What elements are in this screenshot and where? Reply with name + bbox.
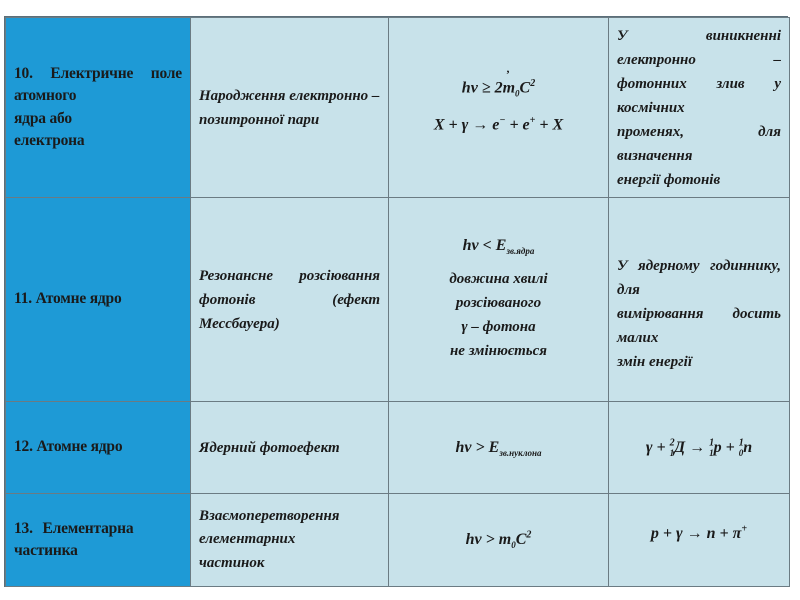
effect-line: Ядерний фотоефект bbox=[199, 439, 340, 456]
formula-rhs: C bbox=[519, 78, 531, 96]
formula-cell-11 bbox=[389, 198, 609, 402]
effect-line: Народження електронно – bbox=[199, 87, 380, 104]
application-cell-11 bbox=[609, 198, 790, 402]
reaction-sup: + bbox=[529, 114, 536, 126]
effect-line: частинок bbox=[199, 554, 265, 571]
nuclear-reaction bbox=[646, 439, 752, 456]
effect-cell-10 bbox=[191, 18, 389, 198]
reaction-part: γ + bbox=[645, 438, 670, 456]
formula-text: γ – фотона bbox=[461, 319, 536, 336]
object-line: електрона bbox=[14, 131, 85, 149]
object-line: 12. Атомне ядро bbox=[14, 438, 123, 456]
reaction-part: X + γ → e bbox=[433, 116, 500, 134]
formula-sup: 2 bbox=[530, 77, 536, 89]
formula-lhs: hν ≥ 2m bbox=[461, 78, 516, 96]
application-line: вимірювання досить малих bbox=[617, 306, 781, 346]
formula-sub: зв.ядра bbox=[506, 245, 535, 256]
effect-line: елементарних bbox=[199, 531, 296, 548]
reaction-sup: − bbox=[499, 114, 506, 126]
effect-line: Резонансне розсіювання bbox=[199, 267, 380, 284]
reaction-part: + e bbox=[505, 116, 530, 134]
reaction-part: + X bbox=[535, 116, 564, 134]
reaction-sup: + bbox=[741, 523, 748, 535]
effect-line: Взаємоперетворення bbox=[199, 508, 340, 525]
application-line: променях, для визначення bbox=[617, 123, 781, 164]
table-row-12 bbox=[6, 402, 790, 494]
threshold-formula bbox=[463, 236, 535, 258]
formula-cell-10 bbox=[389, 18, 609, 198]
object-cell-11 bbox=[6, 198, 191, 402]
application-cell-10 bbox=[609, 18, 790, 198]
formula-text: довжина хвилі bbox=[449, 271, 548, 288]
table-row-11 bbox=[6, 198, 790, 402]
reaction-sup: 1 bbox=[709, 437, 715, 449]
application-line: змін енергії bbox=[617, 354, 693, 370]
formula-text: розсіюваного bbox=[455, 295, 542, 312]
reaction-part: n bbox=[743, 438, 753, 456]
particle-reaction bbox=[651, 525, 747, 542]
object-line: 11. Атомне ядро bbox=[14, 290, 122, 308]
formula-sub: 0 bbox=[515, 88, 520, 99]
object-cell-10 bbox=[6, 18, 191, 198]
interaction-table bbox=[5, 17, 790, 587]
formula-lhs: hν < E bbox=[462, 236, 507, 254]
application-line: У виникненні електронно – bbox=[617, 27, 781, 68]
table-row-13 bbox=[6, 494, 790, 587]
formula-rhs: C bbox=[515, 531, 527, 548]
formula-sub: 0 bbox=[511, 540, 516, 551]
effect-cell-12 bbox=[191, 402, 389, 494]
physics-table bbox=[4, 16, 788, 587]
object-line: атомного bbox=[14, 87, 77, 105]
reaction-formula bbox=[434, 114, 563, 136]
reaction-sub: 0 bbox=[738, 447, 744, 458]
reaction-sup: 2 bbox=[669, 437, 675, 449]
object-line: 13. Елементарна частинка bbox=[14, 519, 134, 559]
object-cell-13 bbox=[6, 494, 191, 587]
formula-sub: зв.нуклона bbox=[499, 447, 542, 458]
threshold-formula bbox=[462, 77, 535, 100]
reaction-sub: 1 bbox=[669, 447, 675, 458]
application-line: У ядерному годиннику, для bbox=[617, 258, 781, 298]
application-line: фотонних злив у космічних bbox=[617, 75, 781, 116]
reaction-part: Д → bbox=[674, 438, 710, 456]
effect-cell-11 bbox=[191, 198, 389, 402]
formula-tick: , bbox=[507, 61, 510, 76]
object-line: 10. Електричне поле bbox=[14, 64, 182, 82]
object-line: ядра або bbox=[14, 109, 72, 127]
reaction-sub: 1 bbox=[709, 447, 714, 458]
threshold-formula bbox=[465, 529, 532, 551]
formula-lhs: hν > m bbox=[465, 531, 512, 548]
formula-cell-12 bbox=[389, 402, 609, 494]
application-line: енергії фотонів bbox=[617, 171, 721, 188]
effect-line: фотонів (ефект bbox=[199, 291, 380, 308]
threshold-formula bbox=[456, 439, 542, 456]
reaction-part: p + bbox=[713, 438, 739, 456]
effect-cell-13 bbox=[191, 494, 389, 587]
reaction-sup: 1 bbox=[738, 437, 744, 449]
reaction-cell-12 bbox=[609, 402, 790, 494]
formula-lhs: hν > E bbox=[455, 438, 500, 456]
table-row-10 bbox=[6, 18, 790, 198]
formula-cell-13 bbox=[389, 494, 609, 587]
formula-sup: 2 bbox=[526, 529, 532, 541]
reaction-part: p + γ → n + π bbox=[650, 525, 742, 542]
effect-line: позитронної пари bbox=[199, 111, 320, 128]
object-cell-12 bbox=[6, 402, 191, 494]
effect-line: Мессбауера) bbox=[199, 315, 280, 332]
formula-text: не змінюється bbox=[449, 343, 548, 360]
reaction-cell-13 bbox=[609, 494, 790, 587]
